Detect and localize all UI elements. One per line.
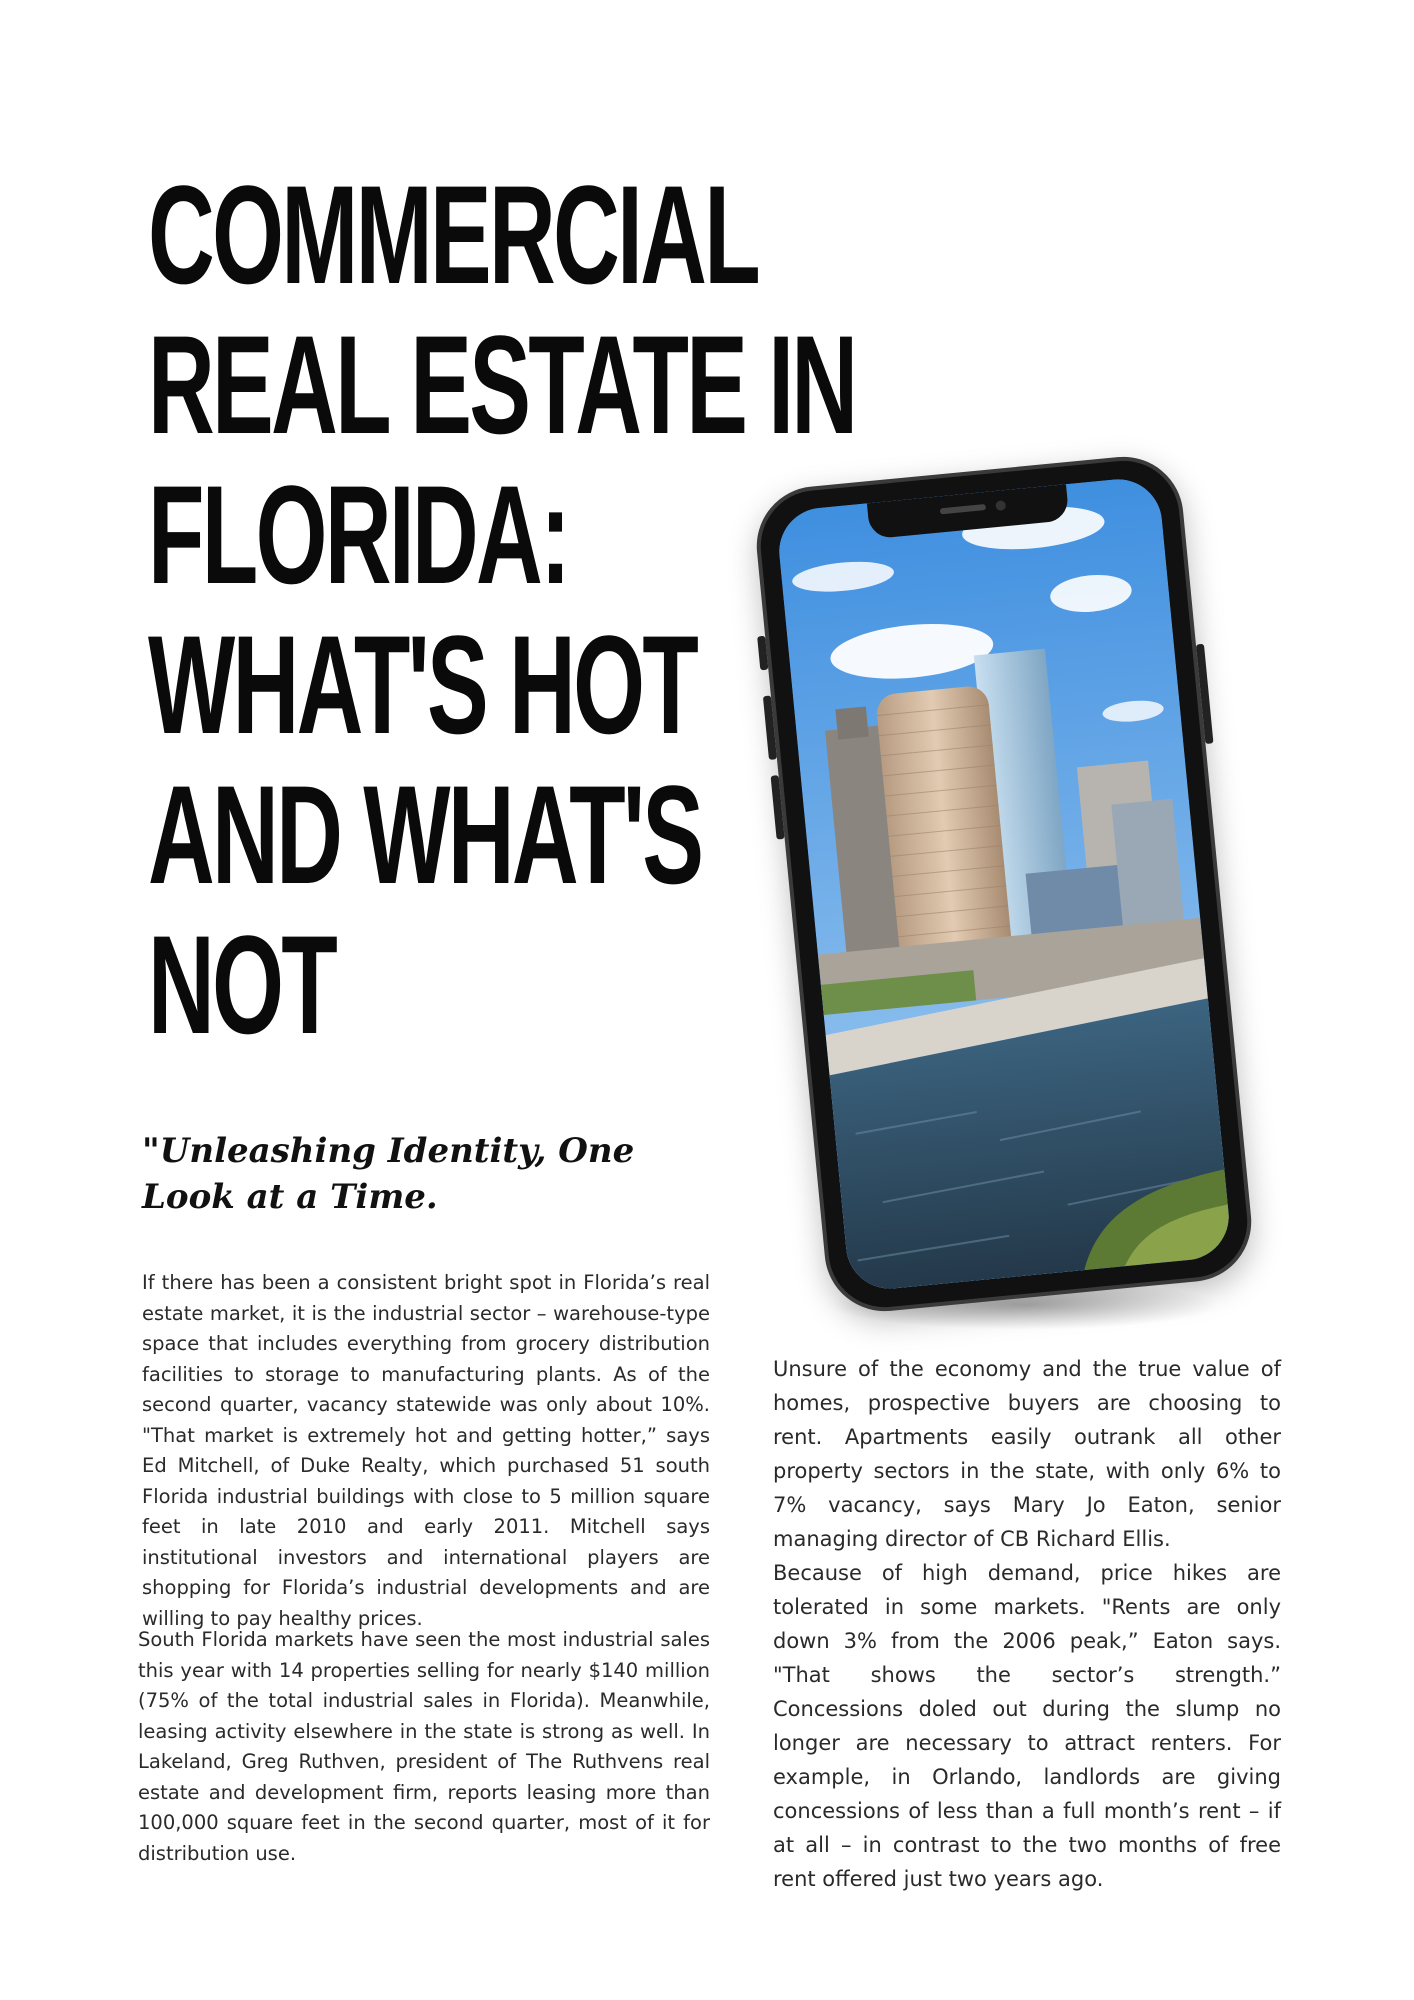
phone-illustration: [760, 450, 1300, 1340]
headline-line: FLORIDA:: [148, 456, 569, 613]
left-paragraph-2: South Florida markets have seen the most industrial sales this year with 14 properties selling for nearly $140 million (75% of the total industrial sales in Florida). Meanwhile, leasing activity elsewhere in the state is strong as well. In Lakeland, Greg Ruthven, president of The Ruthvens real estate and development firm, reports leasing more than 100,000 square feet in the second quarter, most of it for distribution use.: [138, 1628, 710, 1865]
right-paragraph-2: Because of high demand, price hikes are tolerated in some markets. "Rents are only down 3% from the 2006 peak,” Eaton says. "That shows the sector’s strength.” Concessions doled out during the slump no longer are necessary to attract renters. For example, in Orlando, landlords are giving concessions of less than a full month’s rent – if at all – in contrast to the two months of free rent offered just two years ago.: [773, 1561, 1281, 1891]
camera-icon: [995, 500, 1006, 511]
phone-screen: [775, 475, 1232, 1292]
phone-volume-down-button: [771, 775, 785, 839]
city-skyline-photo: [775, 475, 1232, 1292]
left-paragraph-1: If there has been a consistent bright spot in Florida’s real estate market, it is the industrial sector – warehouse-type space that includes everything from grocery distribution facilities to storage to manufacturing plants. As of the second quarter, vacancy statewide was only about 10%. "That market is extremely hot and getting hotter,” says Ed Mitchell, of Duke Realty, which purchased 51 south Florida industrial buildings with close to 5 million square feet in late 2010 and early 2011. Mitchell says institutional investors and international players are shopping for Florida’s industrial developments and are willing to pay healthy prices.: [142, 1271, 710, 1630]
headline: [148, 156, 856, 1063]
phone-side-button: [757, 636, 768, 671]
speaker-icon: [940, 504, 986, 514]
headline-line: COMMERCIAL: [148, 156, 759, 313]
headline-line: REAL ESTATE IN: [148, 306, 856, 463]
phone-power-button: [1196, 644, 1214, 744]
headline-line: WHAT'S HOT: [148, 606, 697, 763]
tagline: "Unleashing Identity, One Look at a Time.: [142, 1131, 635, 1217]
smartphone: [751, 451, 1256, 1316]
headline-line: AND WHAT'S: [148, 756, 702, 913]
right-paragraph-1: Unsure of the economy and the true value of homes, prospective buyers are choosing to rent. Apartments easily outrank all other property sectors in the state, with only 6% to 7% vacancy, says Mary Jo Eaton, senior managing director of CB Richard Ellis.: [773, 1357, 1281, 1551]
headline-line: NOT: [148, 906, 336, 1063]
phone-volume-up-button: [763, 695, 777, 759]
